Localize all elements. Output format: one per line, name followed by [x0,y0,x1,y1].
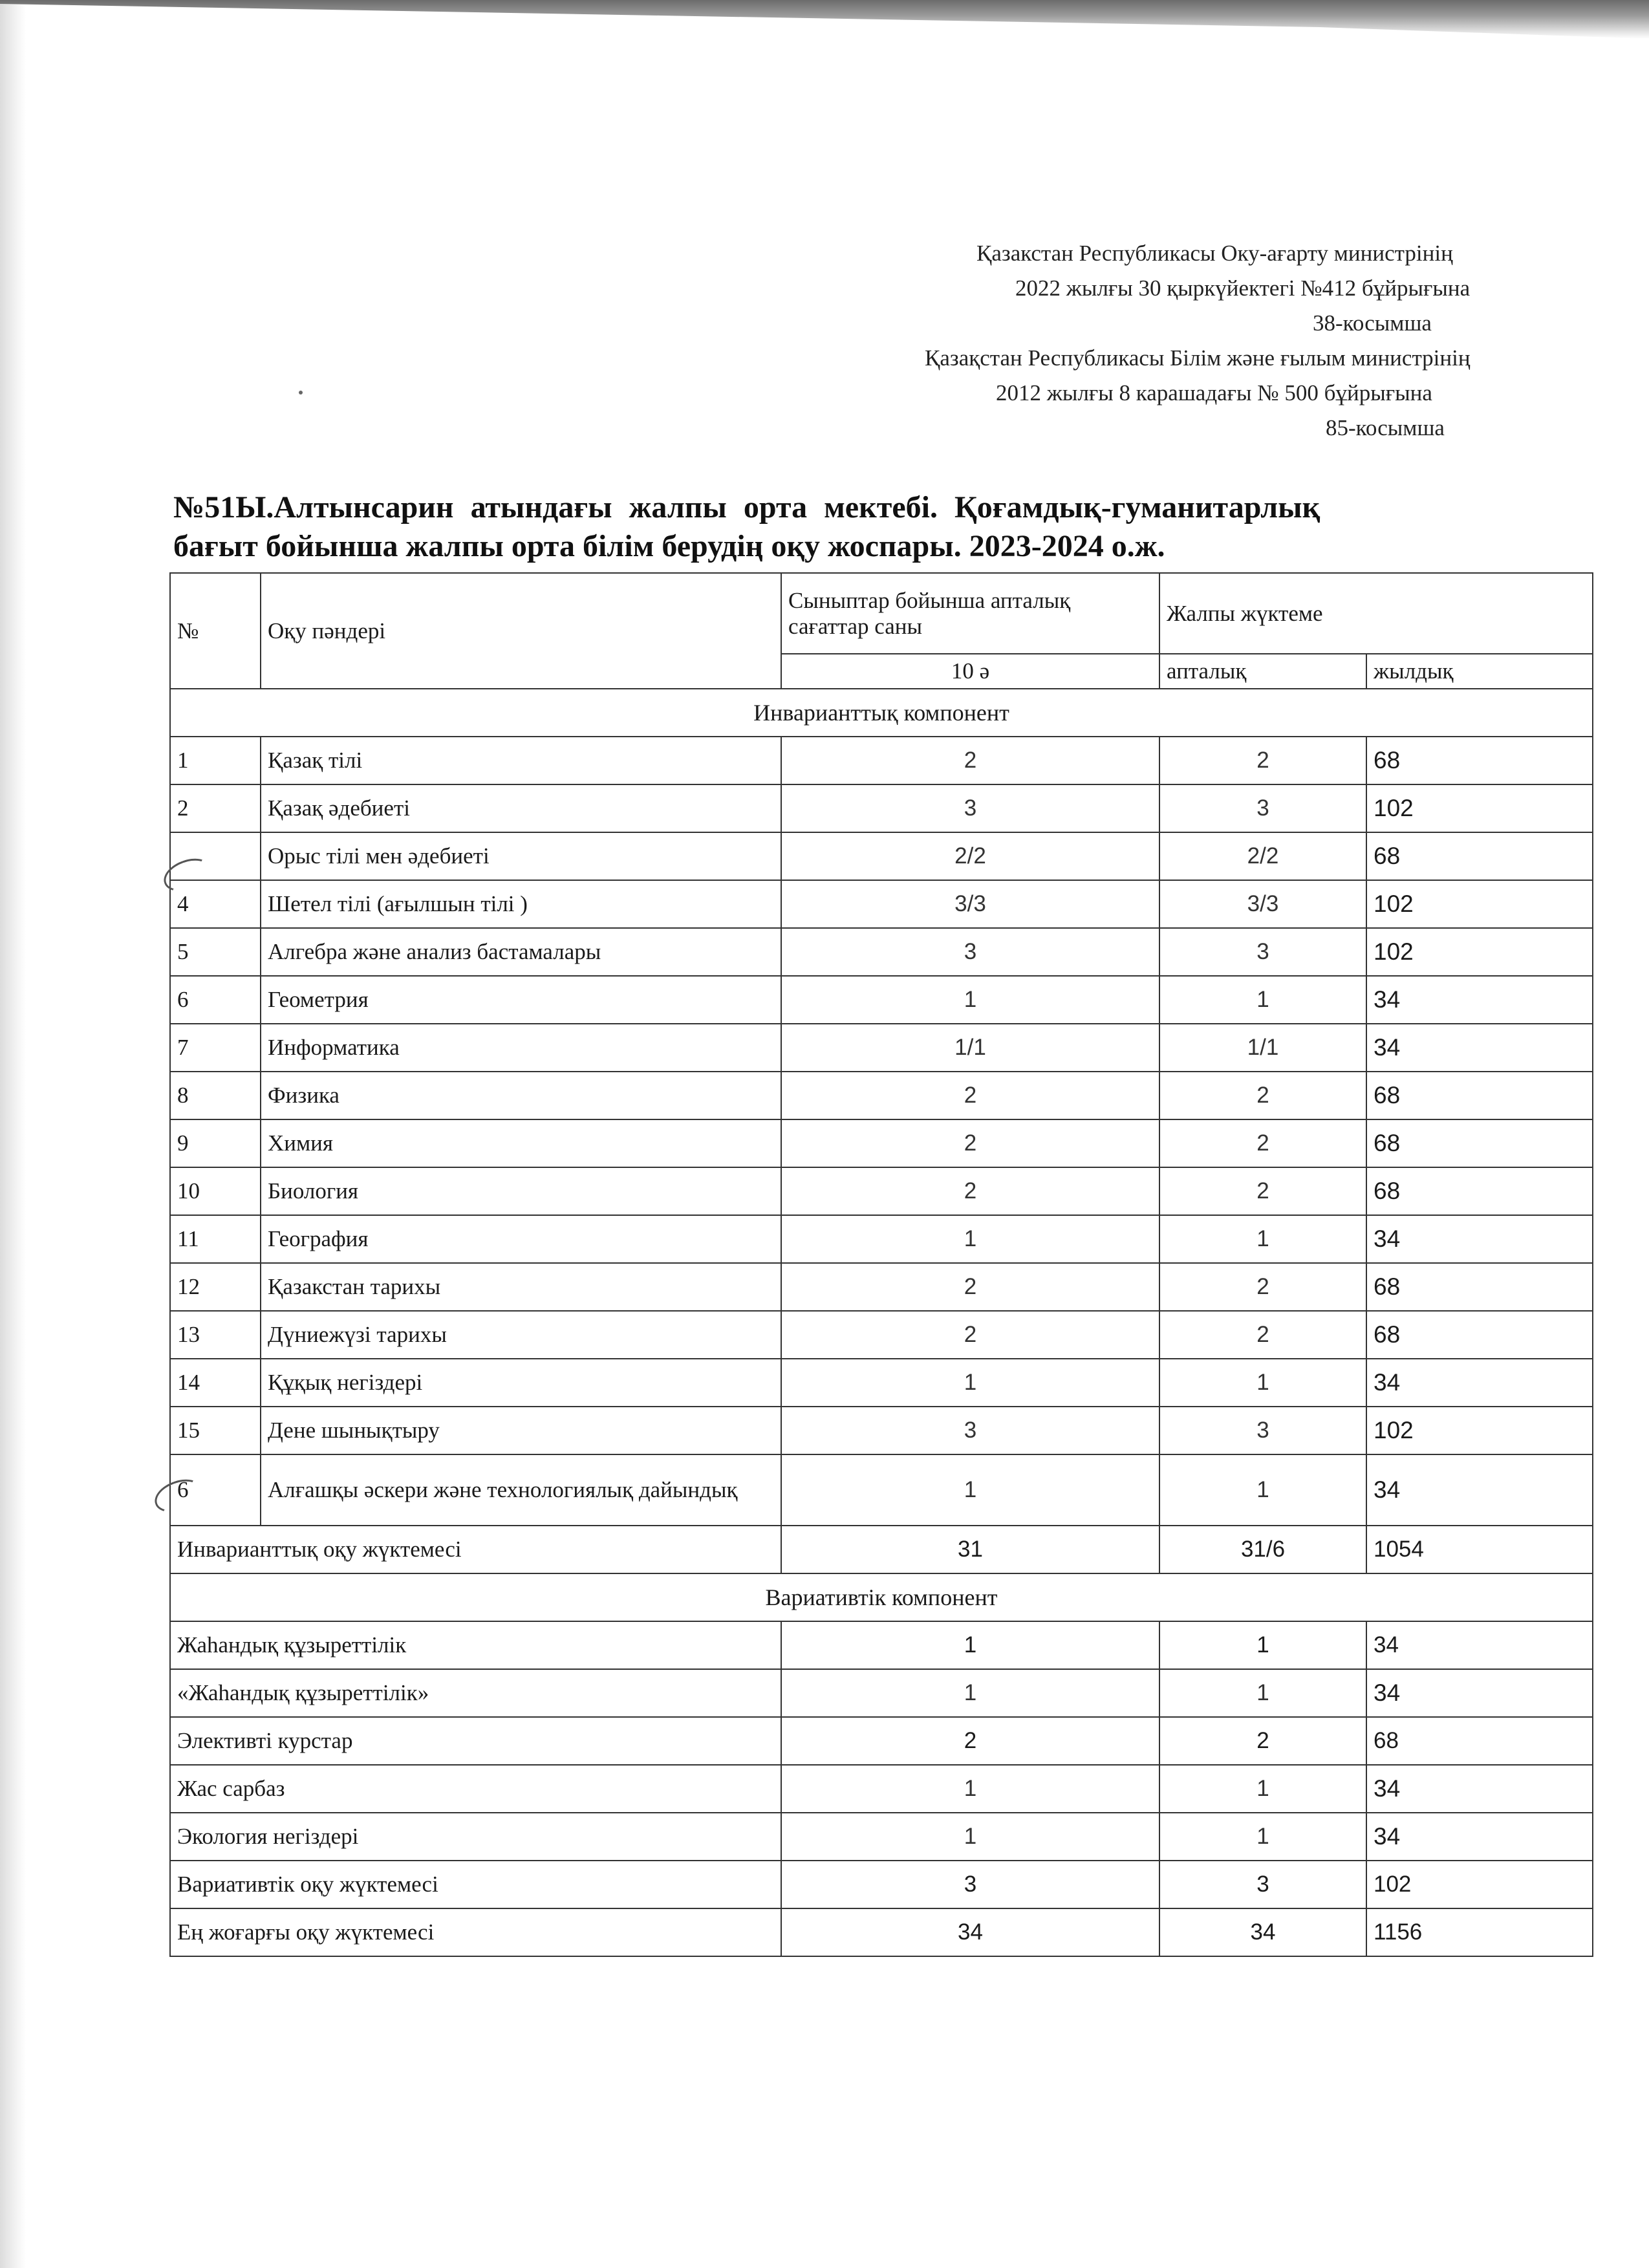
table-row [170,1813,1593,1861]
invariant-total-weekly: 31/6 [1159,1526,1366,1573]
max-total-class: 34 [781,1908,1159,1956]
row-weekly-hours: 2 [1159,1167,1366,1215]
row-subject: Қазақ әдебиеті [261,784,781,832]
variative-total-weekly: 3 [1159,1861,1366,1908]
row-number: 10 [170,1167,261,1215]
row-weekly-hours: 2 [1159,737,1366,784]
row-subject: Алгебра және анализ бастамалары [261,928,781,976]
row-yearly-hours: 34 [1366,1621,1593,1669]
row-class-hours: 2 [781,1167,1159,1215]
row-yearly-hours: 68 [1366,1717,1593,1765]
row-class-hours: 1 [781,976,1159,1024]
row-yearly-hours: 34 [1366,1359,1593,1407]
row-class-hours: 3 [781,1407,1159,1454]
row-yearly-hours: 102 [1366,928,1593,976]
header-yearly: жылдық [1366,654,1593,689]
table-row [170,976,1593,1024]
row-class-hours: 1 [781,1813,1159,1861]
variative-total-class: 3 [781,1861,1159,1908]
row-yearly-hours: 68 [1366,1311,1593,1359]
title-line-2: бағыт бойынша жалпы орта білім берудің оқу жоспары. 2023-2024 о.ж. [173,529,1165,563]
variative-total-label: Вариативтік оқу жүктемесі [170,1861,781,1908]
row-subject: Химия [261,1119,781,1167]
row-weekly-hours: 2 [1159,1263,1366,1311]
row-yearly-hours: 68 [1366,1263,1593,1311]
row-yearly-hours: 68 [1366,832,1593,880]
header-weekly-by-class: Сыныптар бойынша апталық сағаттар саны [781,573,1159,654]
row-subject: Қазақ тілі [261,737,781,784]
row-yearly-hours: 34 [1366,1813,1593,1861]
row-yearly-hours: 34 [1366,1669,1593,1717]
table-row [170,832,1593,880]
row-number: 11 [170,1215,261,1263]
row-class-hours: 1 [781,1621,1159,1669]
header-class: 10 ә [781,654,1159,689]
row-weekly-hours: 1 [1159,1669,1366,1717]
row-class-hours: 1/1 [781,1024,1159,1072]
row-class-hours: 2 [781,1072,1159,1119]
row-yearly-hours: 68 [1366,737,1593,784]
table-row [170,784,1593,832]
row-subject: Шетел тілі (ағылшын тілі ) [261,880,781,928]
invariant-rows [170,737,1593,1526]
variative-total-yearly: 102 [1366,1861,1593,1908]
table-row [170,1167,1593,1215]
row-number: 2 [170,784,261,832]
row-number: 8 [170,1072,261,1119]
row-subject: Қазакстан тарихы [261,1263,781,1311]
table-row [170,1024,1593,1072]
order-line: 2022 жылғы 30 қыркүйектегі №412 бұйрығына [1015,275,1471,301]
row-weekly-hours: 2/2 [1159,832,1366,880]
scan-shadow-top [0,0,1649,39]
max-total-weekly: 34 [1159,1908,1366,1956]
row-weekly-hours: 1 [1159,1765,1366,1813]
row-subject: География [261,1215,781,1263]
row-subject: Дүниежүзі тарихы [261,1311,781,1359]
row-number: 6 [170,976,261,1024]
table-row [170,928,1593,976]
row-class-hours: 2 [781,1717,1159,1765]
row-yearly-hours: 102 [1366,1407,1593,1454]
row-weekly-hours: 3 [1159,1407,1366,1454]
row-subject: Элективті курстар [170,1717,781,1765]
row-subject: Жаһандық құзыреттілік [170,1621,781,1669]
max-total-yearly: 1156 [1366,1908,1593,1956]
table-row [170,1407,1593,1454]
row-subject: Орыс тілі мен әдебиеті [261,832,781,880]
row-class-hours: 3 [781,928,1159,976]
row-class-hours: 2 [781,737,1159,784]
table-row [170,1263,1593,1311]
row-number: 13 [170,1311,261,1359]
row-subject: Физика [261,1072,781,1119]
row-weekly-hours: 1 [1159,1621,1366,1669]
invariant-total-yearly: 1054 [1366,1526,1593,1573]
row-subject: Дене шынықтыру [261,1407,781,1454]
row-number: 9 [170,1119,261,1167]
row-class-hours: 3/3 [781,880,1159,928]
row-yearly-hours: 34 [1366,1765,1593,1813]
row-number: 6 [170,1454,261,1526]
row-subject: Жас сарбаз [170,1765,781,1813]
row-class-hours: 3 [781,784,1159,832]
row-yearly-hours: 34 [1366,1454,1593,1526]
curriculum-table [169,572,1593,1957]
row-weekly-hours: 1 [1159,976,1366,1024]
variative-section-title: Вариативтік компонент [170,1573,1593,1621]
row-number: 4 [170,880,261,928]
row-subject: Информатика [261,1024,781,1072]
row-class-hours: 1 [781,1359,1159,1407]
row-number: 7 [170,1024,261,1072]
row-weekly-hours: 2 [1159,1717,1366,1765]
row-class-hours: 2 [781,1311,1159,1359]
row-weekly-hours: 1/1 [1159,1024,1366,1072]
invariant-section-title: Инварианттық компонент [170,689,1593,737]
scan-shadow-left [0,0,26,2268]
row-weekly-hours: 2 [1159,1119,1366,1167]
table-row [170,1621,1593,1669]
row-number: 1 [170,737,261,784]
row-class-hours: 1 [781,1454,1159,1526]
table-row [170,1311,1593,1359]
header-number: № [170,573,261,689]
row-weekly-hours: 3 [1159,784,1366,832]
row-yearly-hours: 68 [1366,1072,1593,1119]
row-class-hours: 2 [781,1263,1159,1311]
row-subject: Алғашқы әскери және технологиялық дайындық [261,1454,781,1526]
row-weekly-hours: 3 [1159,928,1366,976]
row-yearly-hours: 68 [1366,1119,1593,1167]
row-yearly-hours: 34 [1366,1215,1593,1263]
table-row [170,880,1593,928]
row-weekly-hours: 1 [1159,1813,1366,1861]
order-line: Қазақстан Республикасы Білім және ғылым министрінің [925,345,1471,371]
order-line: 38-косымша [1313,310,1432,336]
header-weekly: апталық [1159,654,1366,689]
row-yearly-hours: 34 [1366,1024,1593,1072]
row-weekly-hours: 2 [1159,1311,1366,1359]
row-weekly-hours: 1 [1159,1359,1366,1407]
table-row [170,1669,1593,1717]
invariant-total-class: 31 [781,1526,1159,1573]
order-line: 2012 жылғы 8 карашадағы № 500 бұйрығына [996,380,1432,405]
row-subject: «Жаһандық құзыреттілік» [170,1669,781,1717]
scan-speck [299,391,303,394]
order-line: Қазакстан Республикасы Оку-ағарту министрінің [976,241,1453,266]
row-yearly-hours: 68 [1366,1167,1593,1215]
row-number: 15 [170,1407,261,1454]
invariant-total-label: Инварианттық оқу жүктемесі [170,1526,781,1573]
row-class-hours: 2/2 [781,832,1159,880]
max-total-label: Ең жоғарғы оқу жүктемесі [170,1908,781,1956]
row-weekly-hours: 2 [1159,1072,1366,1119]
table-row [170,1215,1593,1263]
row-number: 14 [170,1359,261,1407]
row-number: 12 [170,1263,261,1311]
row-class-hours: 2 [781,1119,1159,1167]
row-weekly-hours: 3/3 [1159,880,1366,928]
row-yearly-hours: 102 [1366,880,1593,928]
order-reference-block [899,236,1584,446]
row-weekly-hours: 1 [1159,1215,1366,1263]
table-row [170,1717,1593,1765]
table-row [170,1359,1593,1407]
table-row [170,1072,1593,1119]
row-yearly-hours: 102 [1366,784,1593,832]
row-class-hours: 1 [781,1215,1159,1263]
variative-rows [170,1621,1593,1861]
row-subject: Биология [261,1167,781,1215]
header-total-load: Жалпы жүктеме [1159,573,1593,654]
table-row [170,1454,1593,1526]
row-yearly-hours: 34 [1366,976,1593,1024]
row-subject: Геометрия [261,976,781,1024]
header-subjects: Оқу пәндері [261,573,781,689]
title-line-1: №51Ы.Алтынсарин атындағы жалпы орта мектебі. Қоғамдық-гуманитарлық [173,490,1320,524]
row-number: 5 [170,928,261,976]
row-weekly-hours: 1 [1159,1454,1366,1526]
table-row [170,1119,1593,1167]
row-subject: Құқық негіздері [261,1359,781,1407]
table-row [170,737,1593,784]
document-title [173,488,1473,566]
row-subject: Экология негіздері [170,1813,781,1861]
row-class-hours: 1 [781,1669,1159,1717]
order-line: 85-косымша [1326,415,1445,440]
row-class-hours: 1 [781,1765,1159,1813]
table-row [170,1765,1593,1813]
